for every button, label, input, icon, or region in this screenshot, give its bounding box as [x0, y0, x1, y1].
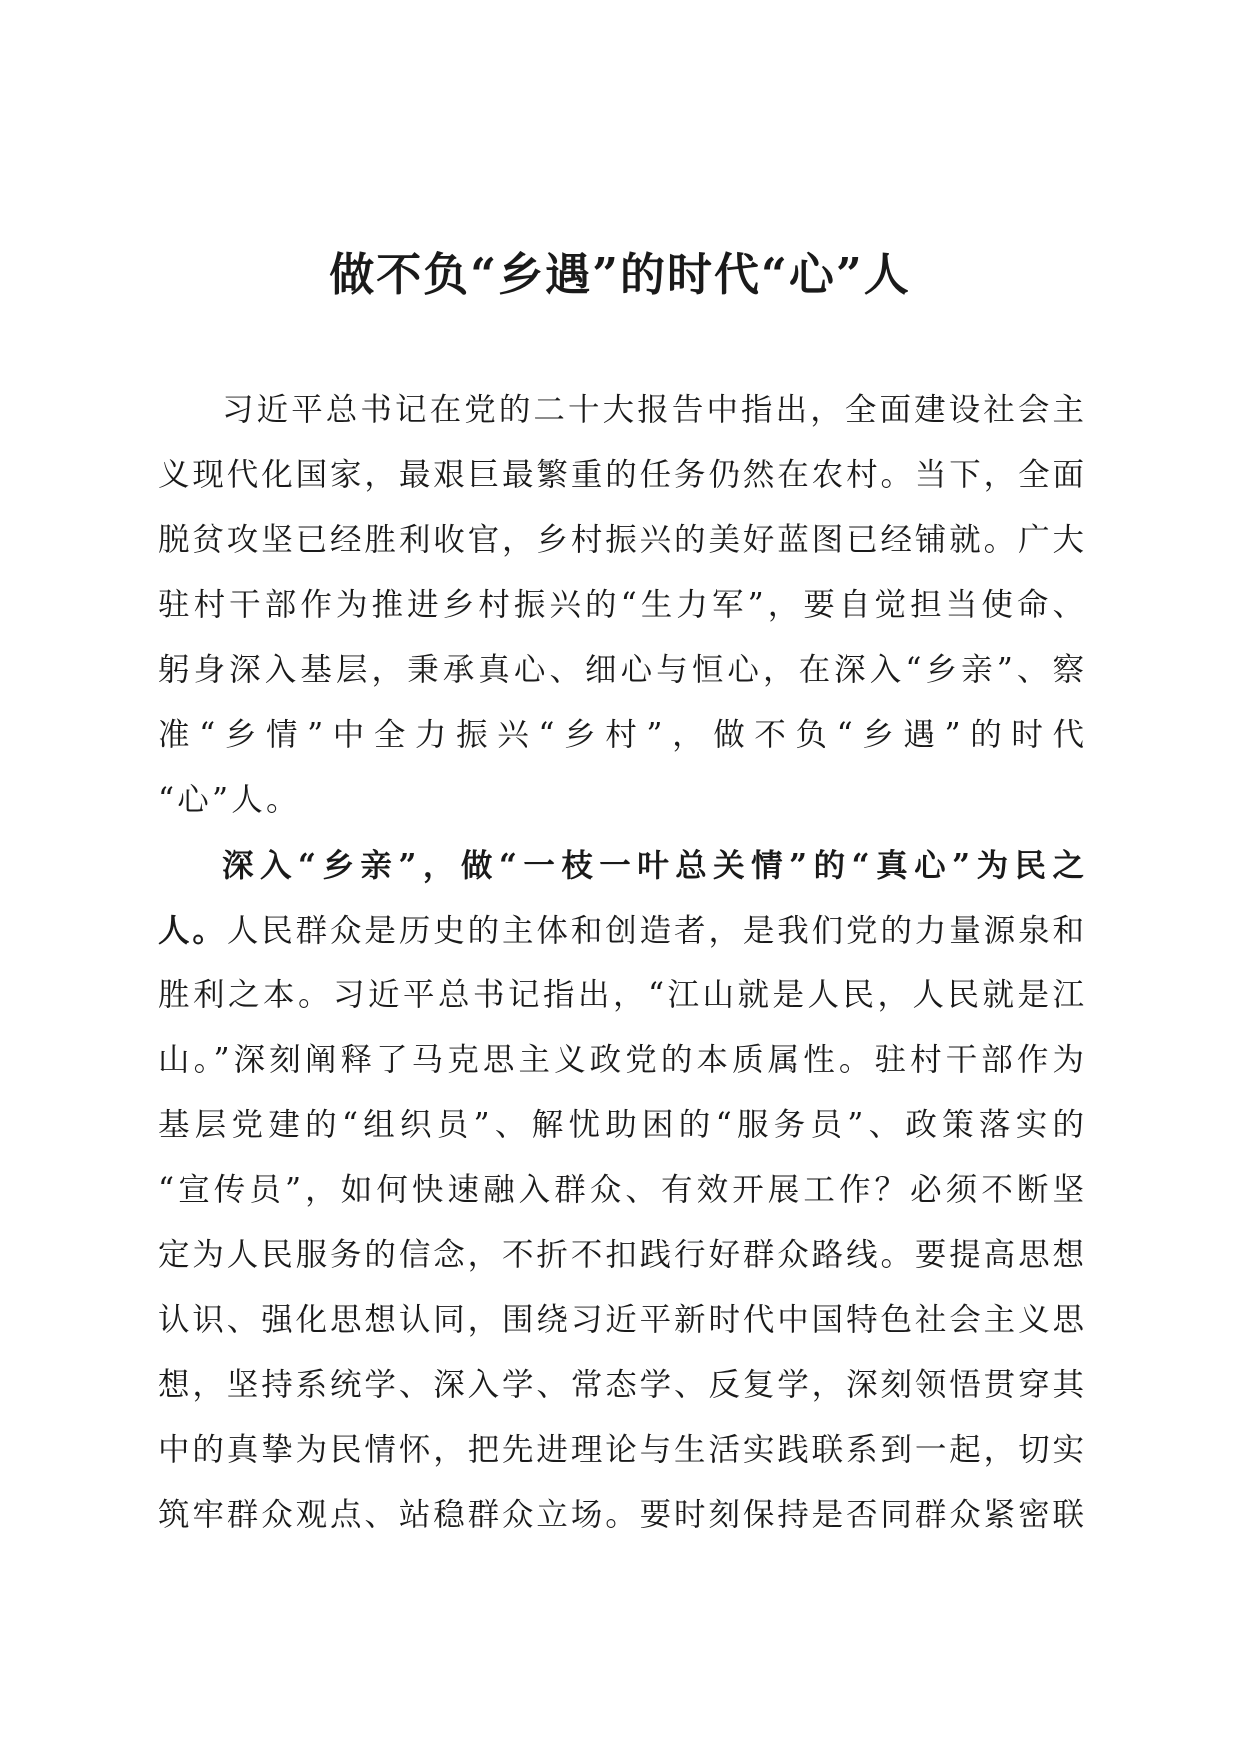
paragraph-1-line-2: 义现代化国家，最艰巨最繁重的任务仍然在农村。当下，全面: [158, 457, 1084, 493]
paragraph-2-line-11: 筑牢群众观点、站稳群众立场。要时刻保持是否同群众紧密联: [158, 1497, 1084, 1533]
paragraph-2-line-7: 定为人民服务的信念，不折不扣践行好群众路线。要提高思想: [158, 1237, 1084, 1273]
paragraph-1-line-1: 习近平总书记在党的二十大报告中指出，全面建设社会主: [222, 392, 1084, 428]
paragraph-1-line-7: “心”人。: [158, 782, 301, 818]
paragraph-2-line-10: 中的真挚为民情怀，把先进理论与生活实践联系到一起，切实: [158, 1432, 1084, 1468]
paragraph-2-heading-line: 深入“乡亲”，做“一枝一叶总关情”的“真心”为民之: [222, 847, 1084, 884]
paragraph-2-heading-end: 人。: [158, 912, 227, 949]
paragraph-1-line-6: 准“乡情”中全力振兴“乡村”，做不负“乡遇”的时代: [158, 717, 1084, 753]
paragraph-2-line-9: 想，坚持系统学、深入学、常态学、反复学，深刻领悟贯穿其: [158, 1367, 1084, 1403]
document-body: [158, 378, 1084, 1548]
document-title: 做不负“乡遇”的时代“心”人: [329, 248, 911, 301]
paragraph-1-line-3: 脱贫攻坚已经胜利收官，乡村振兴的美好蓝图已经铺就。广大: [158, 522, 1084, 558]
paragraph-2-line-6: “宣传员”，如何快速融入群众、有效开展工作？必须不断坚: [158, 1172, 1084, 1208]
paragraph-2-line-2: [158, 898, 1084, 963]
paragraph-2-line-3: 胜利之本。习近平总书记指出，“江山就是人民，人民就是江: [158, 977, 1084, 1013]
paragraph-2-line-2-text: 人民群众是历史的主体和创造者，是我们党的力量源泉和: [226, 913, 1084, 949]
paragraph-2-line-8: 认识、强化思想认同，围绕习近平新时代中国特色社会主义思: [158, 1302, 1084, 1338]
paragraph-1-line-4: 驻村干部作为推进乡村振兴的“生力军”，要自觉担当使命、: [158, 587, 1084, 623]
paragraph-1-line-5: 躬身深入基层，秉承真心、细心与恒心，在深入“乡亲”、察: [158, 652, 1084, 688]
paragraph-2-line-5: 基层党建的“组织员”、解忧助困的“服务员”、政策落实的: [158, 1107, 1084, 1143]
paragraph-2-line-4: 山。”深刻阐释了马克思主义政党的本质属性。驻村干部作为: [158, 1042, 1084, 1078]
